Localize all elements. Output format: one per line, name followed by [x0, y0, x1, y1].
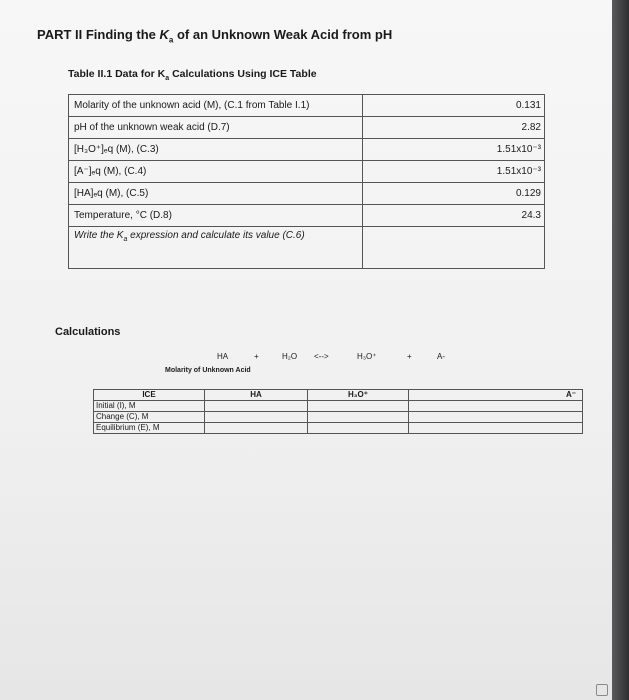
reaction-subtitle: Molarity of Unknown Acid	[165, 367, 251, 374]
reaction-plus: +	[407, 352, 412, 361]
ice-cell-input[interactable]	[205, 412, 308, 423]
ice-cell-input[interactable]	[205, 401, 308, 412]
ka-label-suffix: expression and calculate its value (C.6)	[127, 230, 305, 241]
table-row-ka-expression	[69, 227, 545, 269]
ka-label-prefix: Write the K	[74, 230, 124, 241]
row-value-input[interactable]: 1.51x10⁻³	[363, 161, 545, 183]
ice-table	[93, 389, 583, 434]
ice-header-ice: ICE	[94, 390, 205, 401]
ice-header-row	[94, 390, 583, 401]
reaction-a-minus: A-	[437, 352, 445, 361]
row-label: [HA]ₑq (M), (C.5)	[69, 183, 363, 205]
reaction-ha: HA	[217, 352, 229, 361]
reaction-h3o: H₃O⁺	[357, 352, 377, 361]
row-value-input[interactable]: 2.82	[363, 117, 545, 139]
ice-cell-input[interactable]	[308, 401, 409, 412]
table-row	[69, 95, 545, 117]
ka-label-subscript: a	[123, 236, 128, 243]
ice-header-ha: HA	[205, 390, 308, 401]
data-table	[68, 94, 545, 269]
table-title-subscript: a	[165, 75, 170, 83]
table-row	[69, 183, 545, 205]
part-title-k-symbol: K	[159, 27, 169, 42]
ice-cell-input[interactable]	[409, 412, 583, 423]
background-edge	[612, 0, 629, 700]
ice-header-a-minus: A⁻	[409, 390, 583, 401]
table-row	[69, 205, 545, 227]
ice-cell-input[interactable]	[308, 412, 409, 423]
ka-value-input[interactable]	[363, 227, 545, 269]
row-value-input[interactable]: 24.3	[363, 205, 545, 227]
row-label: [H₃O⁺]ₑq (M), (C.3)	[69, 139, 363, 161]
ice-cell-input[interactable]	[409, 423, 583, 434]
part-title-k-subscript: a	[168, 35, 174, 45]
ice-row-label: Change (C), M	[94, 412, 205, 423]
row-value-input[interactable]: 1.51x10⁻³	[363, 139, 545, 161]
ice-header-h3o: H₃O⁺	[308, 390, 409, 401]
ice-row-initial	[94, 401, 583, 412]
reaction-arrow: <-->	[314, 352, 329, 361]
calculations-title: Calculations	[55, 326, 121, 338]
row-label: pH of the unknown weak acid (D.7)	[69, 117, 363, 139]
ice-cell-input[interactable]	[205, 423, 308, 434]
ice-row-label: Equilibrium (E), M	[94, 423, 205, 434]
row-label: Temperature, °C (D.8)	[69, 205, 363, 227]
table-title	[68, 68, 317, 82]
table-row	[69, 139, 545, 161]
part-title-prefix: PART II Finding the	[37, 27, 160, 42]
ice-row-label: Initial (I), M	[94, 401, 205, 412]
page-corner-mark	[596, 684, 608, 696]
table-title-prefix: Table II.1 Data for K	[68, 68, 166, 80]
reaction-h2o: H₂O	[282, 352, 298, 361]
row-label: [A⁻]ₑq (M), (C.4)	[69, 161, 363, 183]
ice-row-change	[94, 412, 583, 423]
ice-cell-input[interactable]	[308, 423, 409, 434]
table-row	[69, 161, 545, 183]
ice-cell-input[interactable]	[409, 401, 583, 412]
row-label: Molarity of the unknown acid (M), (C.1 from Table I.1)	[69, 95, 363, 117]
part-title-suffix: of an Unknown Weak Acid from pH	[173, 27, 393, 42]
ka-expression-label	[69, 227, 363, 269]
row-value-input[interactable]: 0.129	[363, 183, 545, 205]
table-title-suffix: Calculations Using ICE Table	[169, 68, 317, 80]
reaction-plus: +	[254, 352, 259, 361]
table-row	[69, 117, 545, 139]
row-value-input[interactable]: 0.131	[363, 95, 545, 117]
ice-row-equilibrium	[94, 423, 583, 434]
part-title	[37, 27, 392, 45]
